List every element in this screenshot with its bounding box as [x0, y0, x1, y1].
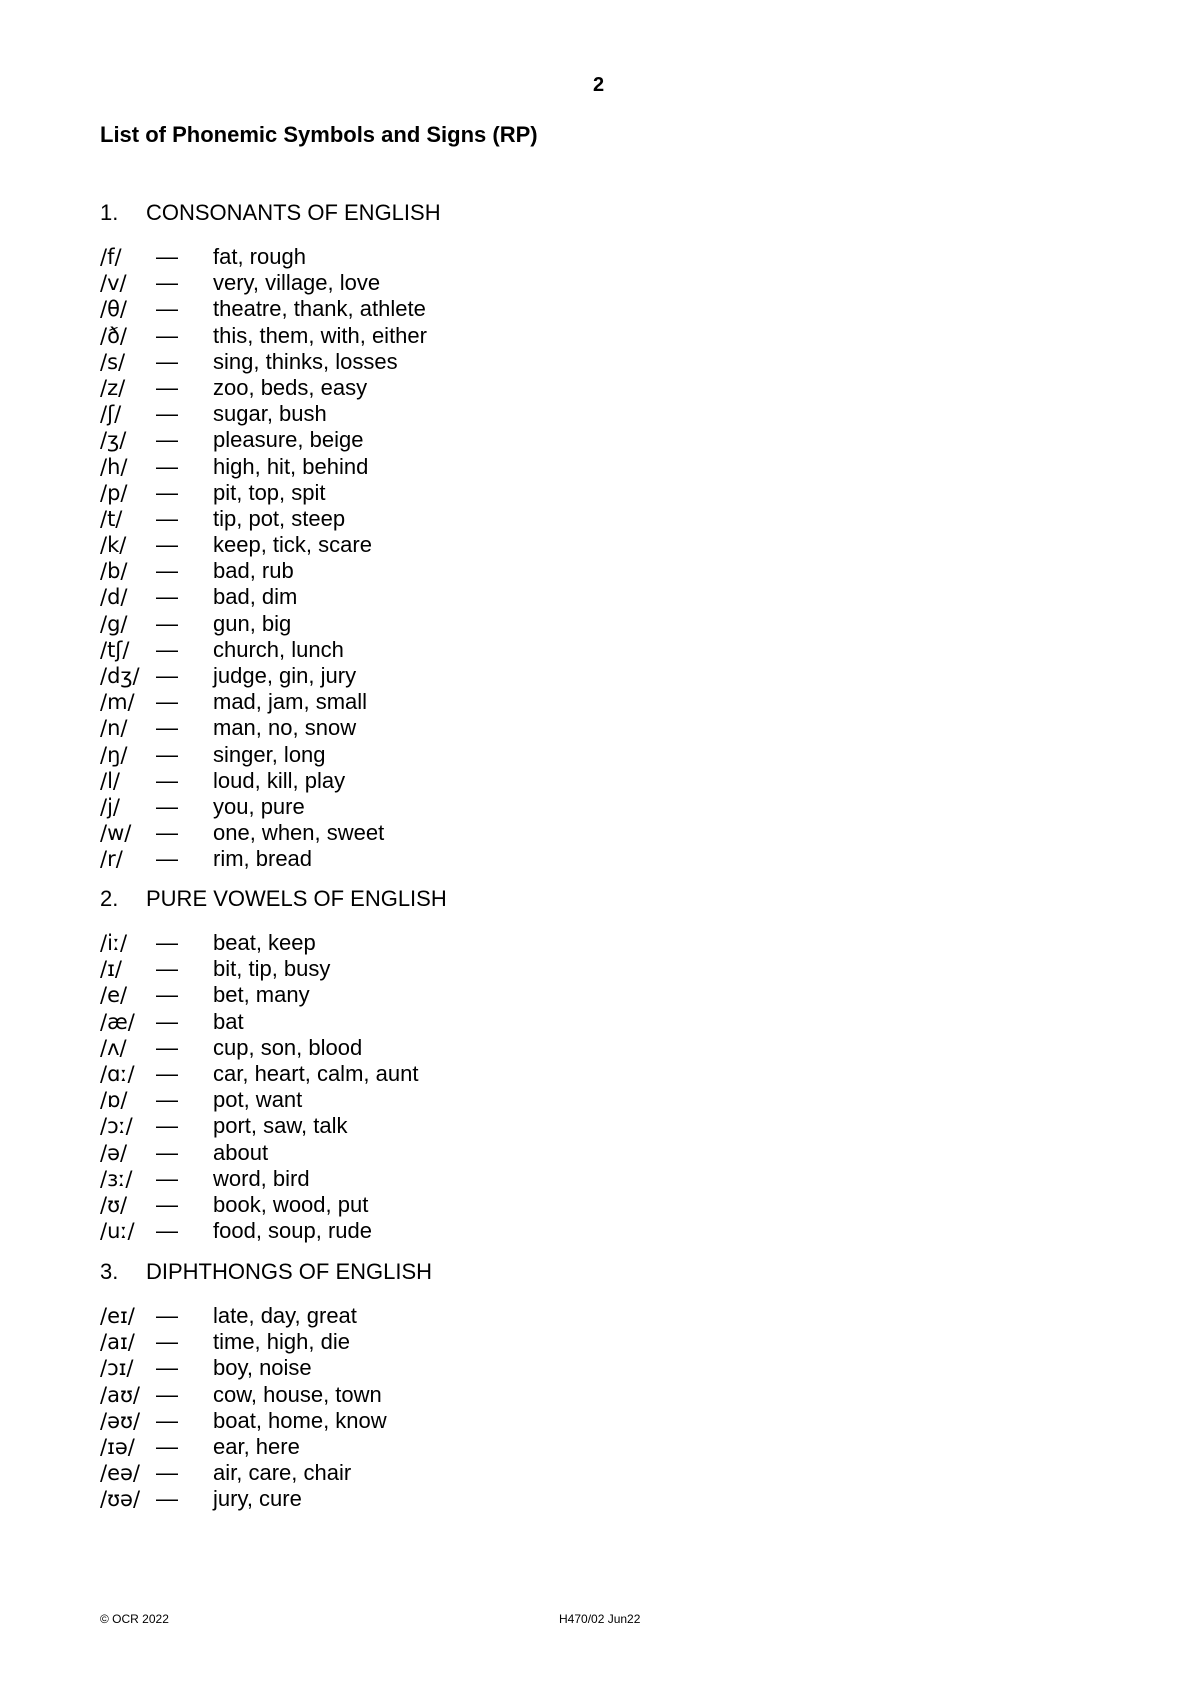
- phoneme-symbol: /ʒ/: [100, 428, 127, 453]
- phoneme-symbol: /æ/: [100, 1009, 135, 1034]
- em-dash: —: [156, 453, 178, 479]
- phoneme-symbol: /ə/: [100, 1140, 128, 1165]
- phoneme-row: [100, 1460, 700, 1486]
- phoneme-symbol: /ʊ/: [100, 1192, 128, 1217]
- em-dash: —: [156, 1008, 178, 1034]
- phoneme-examples: pleasure, beige: [213, 427, 364, 453]
- phoneme-examples: mad, jam, small: [213, 689, 368, 715]
- phoneme-examples: bad, dim: [213, 584, 298, 610]
- section-number: 3.: [100, 1259, 119, 1284]
- page-title: List of Phonemic Symbols and Signs (RP): [100, 122, 538, 147]
- phoneme-symbol: /ŋ/: [100, 742, 128, 767]
- em-dash: —: [156, 982, 178, 1008]
- phoneme-examples: this, them, with, either: [213, 322, 427, 348]
- em-dash: —: [156, 374, 178, 400]
- phoneme-symbol: /h/: [100, 454, 128, 479]
- phoneme-symbol: /v/: [100, 271, 127, 296]
- footer-copyright: © OCR 2022: [100, 1612, 169, 1626]
- phoneme-examples: keep, tick, scare: [213, 532, 372, 558]
- section-heading: [100, 886, 700, 912]
- phoneme-row: [100, 454, 700, 480]
- em-dash: —: [156, 427, 178, 453]
- phoneme-symbol: /ɒ/: [100, 1088, 128, 1113]
- phoneme-row: [100, 794, 700, 820]
- phoneme-symbol: /eɪ/: [100, 1304, 135, 1328]
- em-dash: —: [156, 930, 178, 955]
- phoneme-row: [100, 1166, 700, 1192]
- phoneme-symbol: /dʒ/: [100, 664, 140, 688]
- section-heading-text: DIPHTHONGS OF ENGLISH: [146, 1259, 433, 1284]
- phoneme-row: [100, 480, 700, 506]
- phoneme-symbol: /f/: [100, 245, 122, 269]
- phoneme-examples: sing, thinks, losses: [213, 348, 398, 374]
- em-dash: —: [156, 401, 178, 427]
- em-dash: —: [156, 1165, 178, 1191]
- em-dash: —: [156, 636, 178, 662]
- phoneme-row: [100, 1192, 700, 1218]
- em-dash: —: [156, 741, 178, 767]
- phoneme-examples: pit, top, spit: [213, 479, 326, 505]
- em-dash: —: [156, 1034, 178, 1060]
- em-dash: —: [156, 820, 178, 846]
- phoneme-symbol: /ʃ/: [100, 402, 122, 427]
- phoneme-row: [100, 427, 700, 453]
- phoneme-examples: bit, tip, busy: [213, 956, 331, 982]
- phoneme-symbol: /aɪ/: [100, 1330, 135, 1355]
- em-dash: —: [156, 1433, 178, 1459]
- em-dash: —: [156, 793, 178, 819]
- phoneme-row: [100, 1061, 700, 1087]
- phoneme-row: [100, 1303, 700, 1329]
- phoneme-row: [100, 820, 700, 846]
- phoneme-row: [100, 1087, 700, 1113]
- phoneme-row: [100, 1486, 700, 1512]
- phoneme-row: [100, 1382, 700, 1408]
- phoneme-examples: bat: [213, 1008, 244, 1034]
- phoneme-row: [100, 1113, 700, 1139]
- em-dash: —: [156, 322, 178, 348]
- phoneme-examples: loud, kill, play: [213, 767, 346, 793]
- em-dash: —: [156, 1087, 178, 1113]
- phoneme-row: [100, 1035, 700, 1061]
- phoneme-examples: bet, many: [213, 982, 310, 1008]
- em-dash: —: [156, 532, 178, 558]
- em-dash: —: [156, 1113, 178, 1139]
- phoneme-symbol: /aʊ/: [100, 1382, 140, 1407]
- phoneme-row: [100, 1434, 700, 1460]
- phoneme-examples: church, lunch: [213, 636, 344, 662]
- phoneme-row: [100, 296, 700, 322]
- phoneme-symbol: /eə/: [100, 1461, 140, 1486]
- em-dash: —: [156, 956, 178, 982]
- phoneme-symbol: /əʊ/: [100, 1408, 141, 1433]
- phoneme-examples: late, day, great: [213, 1303, 357, 1328]
- em-dash: —: [156, 558, 178, 584]
- phoneme-symbol: /uː/: [100, 1219, 135, 1244]
- em-dash: —: [156, 1191, 178, 1217]
- section-heading: [100, 1259, 700, 1285]
- section-consonants: [100, 200, 700, 873]
- em-dash: —: [156, 689, 178, 715]
- phoneme-examples: man, no, snow: [213, 715, 357, 741]
- phoneme-examples: car, heart, calm, aunt: [213, 1060, 419, 1086]
- em-dash: —: [156, 767, 178, 793]
- em-dash: —: [156, 1486, 178, 1512]
- phoneme-row: [100, 689, 700, 715]
- section-number: 2.: [100, 886, 119, 911]
- section-heading-text: PURE VOWELS OF ENGLISH: [146, 886, 447, 911]
- phoneme-examples: sugar, bush: [213, 401, 327, 427]
- em-dash: —: [156, 846, 178, 872]
- phoneme-row: [100, 323, 700, 349]
- phoneme-examples: zoo, beds, easy: [213, 374, 368, 400]
- phoneme-symbol: /θ/: [100, 297, 127, 322]
- em-dash: —: [156, 270, 178, 296]
- phoneme-symbol: /ɔɪ/: [100, 1356, 134, 1381]
- phoneme-symbol: /tʃ/: [100, 637, 130, 662]
- phoneme-symbol: /t/: [100, 506, 123, 531]
- em-dash: —: [156, 1407, 178, 1433]
- em-dash: —: [156, 244, 178, 269]
- phoneme-examples: food, soup, rude: [213, 1218, 373, 1244]
- em-dash: —: [156, 479, 178, 505]
- phoneme-symbol: /s/: [100, 349, 126, 374]
- phoneme-examples: air, care, chair: [213, 1460, 352, 1486]
- phoneme-symbol: /b/: [100, 559, 128, 584]
- phoneme-row: [100, 270, 700, 296]
- em-dash: —: [156, 1139, 178, 1165]
- phoneme-examples: you, pure: [213, 793, 305, 819]
- phoneme-examples: boat, home, know: [213, 1407, 387, 1433]
- em-dash: —: [156, 1060, 178, 1086]
- em-dash: —: [156, 348, 178, 374]
- phoneme-symbol: /m/: [100, 690, 135, 715]
- phoneme-symbol: /p/: [100, 480, 128, 505]
- phoneme-symbol: /ʊə/: [100, 1487, 141, 1512]
- page-number: 2: [593, 74, 605, 96]
- phoneme-row: [100, 663, 700, 689]
- phoneme-row: [100, 1355, 700, 1381]
- phoneme-row: [100, 846, 700, 872]
- phoneme-examples: port, saw, talk: [213, 1113, 348, 1139]
- em-dash: —: [156, 1329, 178, 1355]
- phoneme-row: [100, 584, 700, 610]
- phoneme-symbol: /j/: [100, 794, 120, 819]
- footer-code: H470/02 Jun22: [559, 1612, 641, 1626]
- phoneme-symbol: /k/: [100, 533, 127, 558]
- phoneme-examples: bad, rub: [213, 558, 294, 584]
- phoneme-symbol: /ɔː/: [100, 1114, 133, 1139]
- phoneme-row: [100, 956, 700, 982]
- em-dash: —: [156, 1218, 178, 1244]
- phoneme-symbol: /n/: [100, 716, 128, 741]
- phoneme-row: [100, 1009, 700, 1035]
- phoneme-examples: very, village, love: [213, 270, 381, 296]
- phoneme-examples: book, wood, put: [213, 1191, 369, 1217]
- phoneme-examples: boy, noise: [213, 1355, 312, 1381]
- phoneme-examples: high, hit, behind: [213, 453, 369, 479]
- phoneme-symbol: /r/: [100, 847, 123, 872]
- em-dash: —: [156, 663, 178, 688]
- phoneme-examples: word, bird: [213, 1165, 310, 1191]
- phoneme-symbol: /iː/: [100, 931, 128, 955]
- phoneme-examples: fat, rough: [213, 244, 306, 269]
- phoneme-row: [100, 558, 700, 584]
- phoneme-symbol: /l/: [100, 768, 120, 793]
- section-diphthongs: [100, 1259, 700, 1513]
- phoneme-row: [100, 1140, 700, 1166]
- phoneme-examples: tip, pot, steep: [213, 505, 346, 531]
- phoneme-row: [100, 349, 700, 375]
- phoneme-row: [100, 768, 700, 794]
- phoneme-examples: beat, keep: [213, 930, 316, 955]
- phoneme-row: [100, 401, 700, 427]
- phoneme-examples: one, when, sweet: [213, 820, 385, 846]
- phoneme-row: [100, 930, 700, 956]
- phoneme-row: [100, 375, 700, 401]
- phoneme-row: [100, 715, 700, 741]
- phoneme-row: [100, 1408, 700, 1434]
- phoneme-examples: judge, gin, jury: [213, 663, 357, 688]
- phoneme-examples: cow, house, town: [213, 1381, 382, 1407]
- phoneme-symbol: /ɑː/: [100, 1061, 135, 1086]
- em-dash: —: [156, 1303, 178, 1328]
- phoneme-row: [100, 1329, 700, 1355]
- phoneme-examples: ear, here: [213, 1433, 300, 1459]
- phoneme-symbol: /e/: [100, 983, 128, 1008]
- em-dash: —: [156, 505, 178, 531]
- em-dash: —: [156, 296, 178, 322]
- phoneme-symbol: /ɪ/: [100, 957, 122, 982]
- phoneme-row: [100, 1218, 700, 1244]
- phoneme-examples: singer, long: [213, 741, 326, 767]
- section-pure-vowels: [100, 886, 700, 1244]
- em-dash: —: [156, 715, 178, 741]
- phoneme-examples: gun, big: [213, 610, 292, 636]
- section-heading: [100, 200, 700, 226]
- phoneme-examples: jury, cure: [213, 1486, 302, 1512]
- phoneme-row: [100, 637, 700, 663]
- phoneme-symbol: /ʌ/: [100, 1035, 127, 1060]
- phoneme-symbol: /d/: [100, 585, 128, 610]
- phoneme-row: [100, 532, 700, 558]
- phoneme-examples: pot, want: [213, 1087, 303, 1113]
- em-dash: —: [156, 1381, 178, 1407]
- em-dash: —: [156, 1355, 178, 1381]
- phoneme-examples: cup, son, blood: [213, 1034, 363, 1060]
- phoneme-symbol: /z/: [100, 375, 126, 400]
- phoneme-examples: time, high, die: [213, 1329, 350, 1355]
- phoneme-row: [100, 982, 700, 1008]
- phoneme-row: [100, 611, 700, 637]
- em-dash: —: [156, 1460, 178, 1486]
- phoneme-row: [100, 742, 700, 768]
- phoneme-examples: rim, bread: [213, 846, 313, 872]
- phoneme-symbol: /ɪə/: [100, 1434, 135, 1459]
- phoneme-row: [100, 506, 700, 532]
- em-dash: —: [156, 610, 178, 636]
- phoneme-symbol: /w/: [100, 821, 132, 846]
- em-dash: —: [156, 584, 178, 610]
- phoneme-examples: about: [213, 1139, 269, 1165]
- phoneme-symbol: /g/: [100, 611, 128, 636]
- phoneme-examples: theatre, thank, athlete: [213, 296, 426, 322]
- section-heading-text: CONSONANTS OF ENGLISH: [146, 200, 441, 225]
- section-number: 1.: [100, 200, 119, 225]
- phoneme-symbol: /ɜː/: [100, 1166, 133, 1191]
- phoneme-row: [100, 244, 700, 270]
- phoneme-symbol: /ð/: [100, 323, 127, 348]
